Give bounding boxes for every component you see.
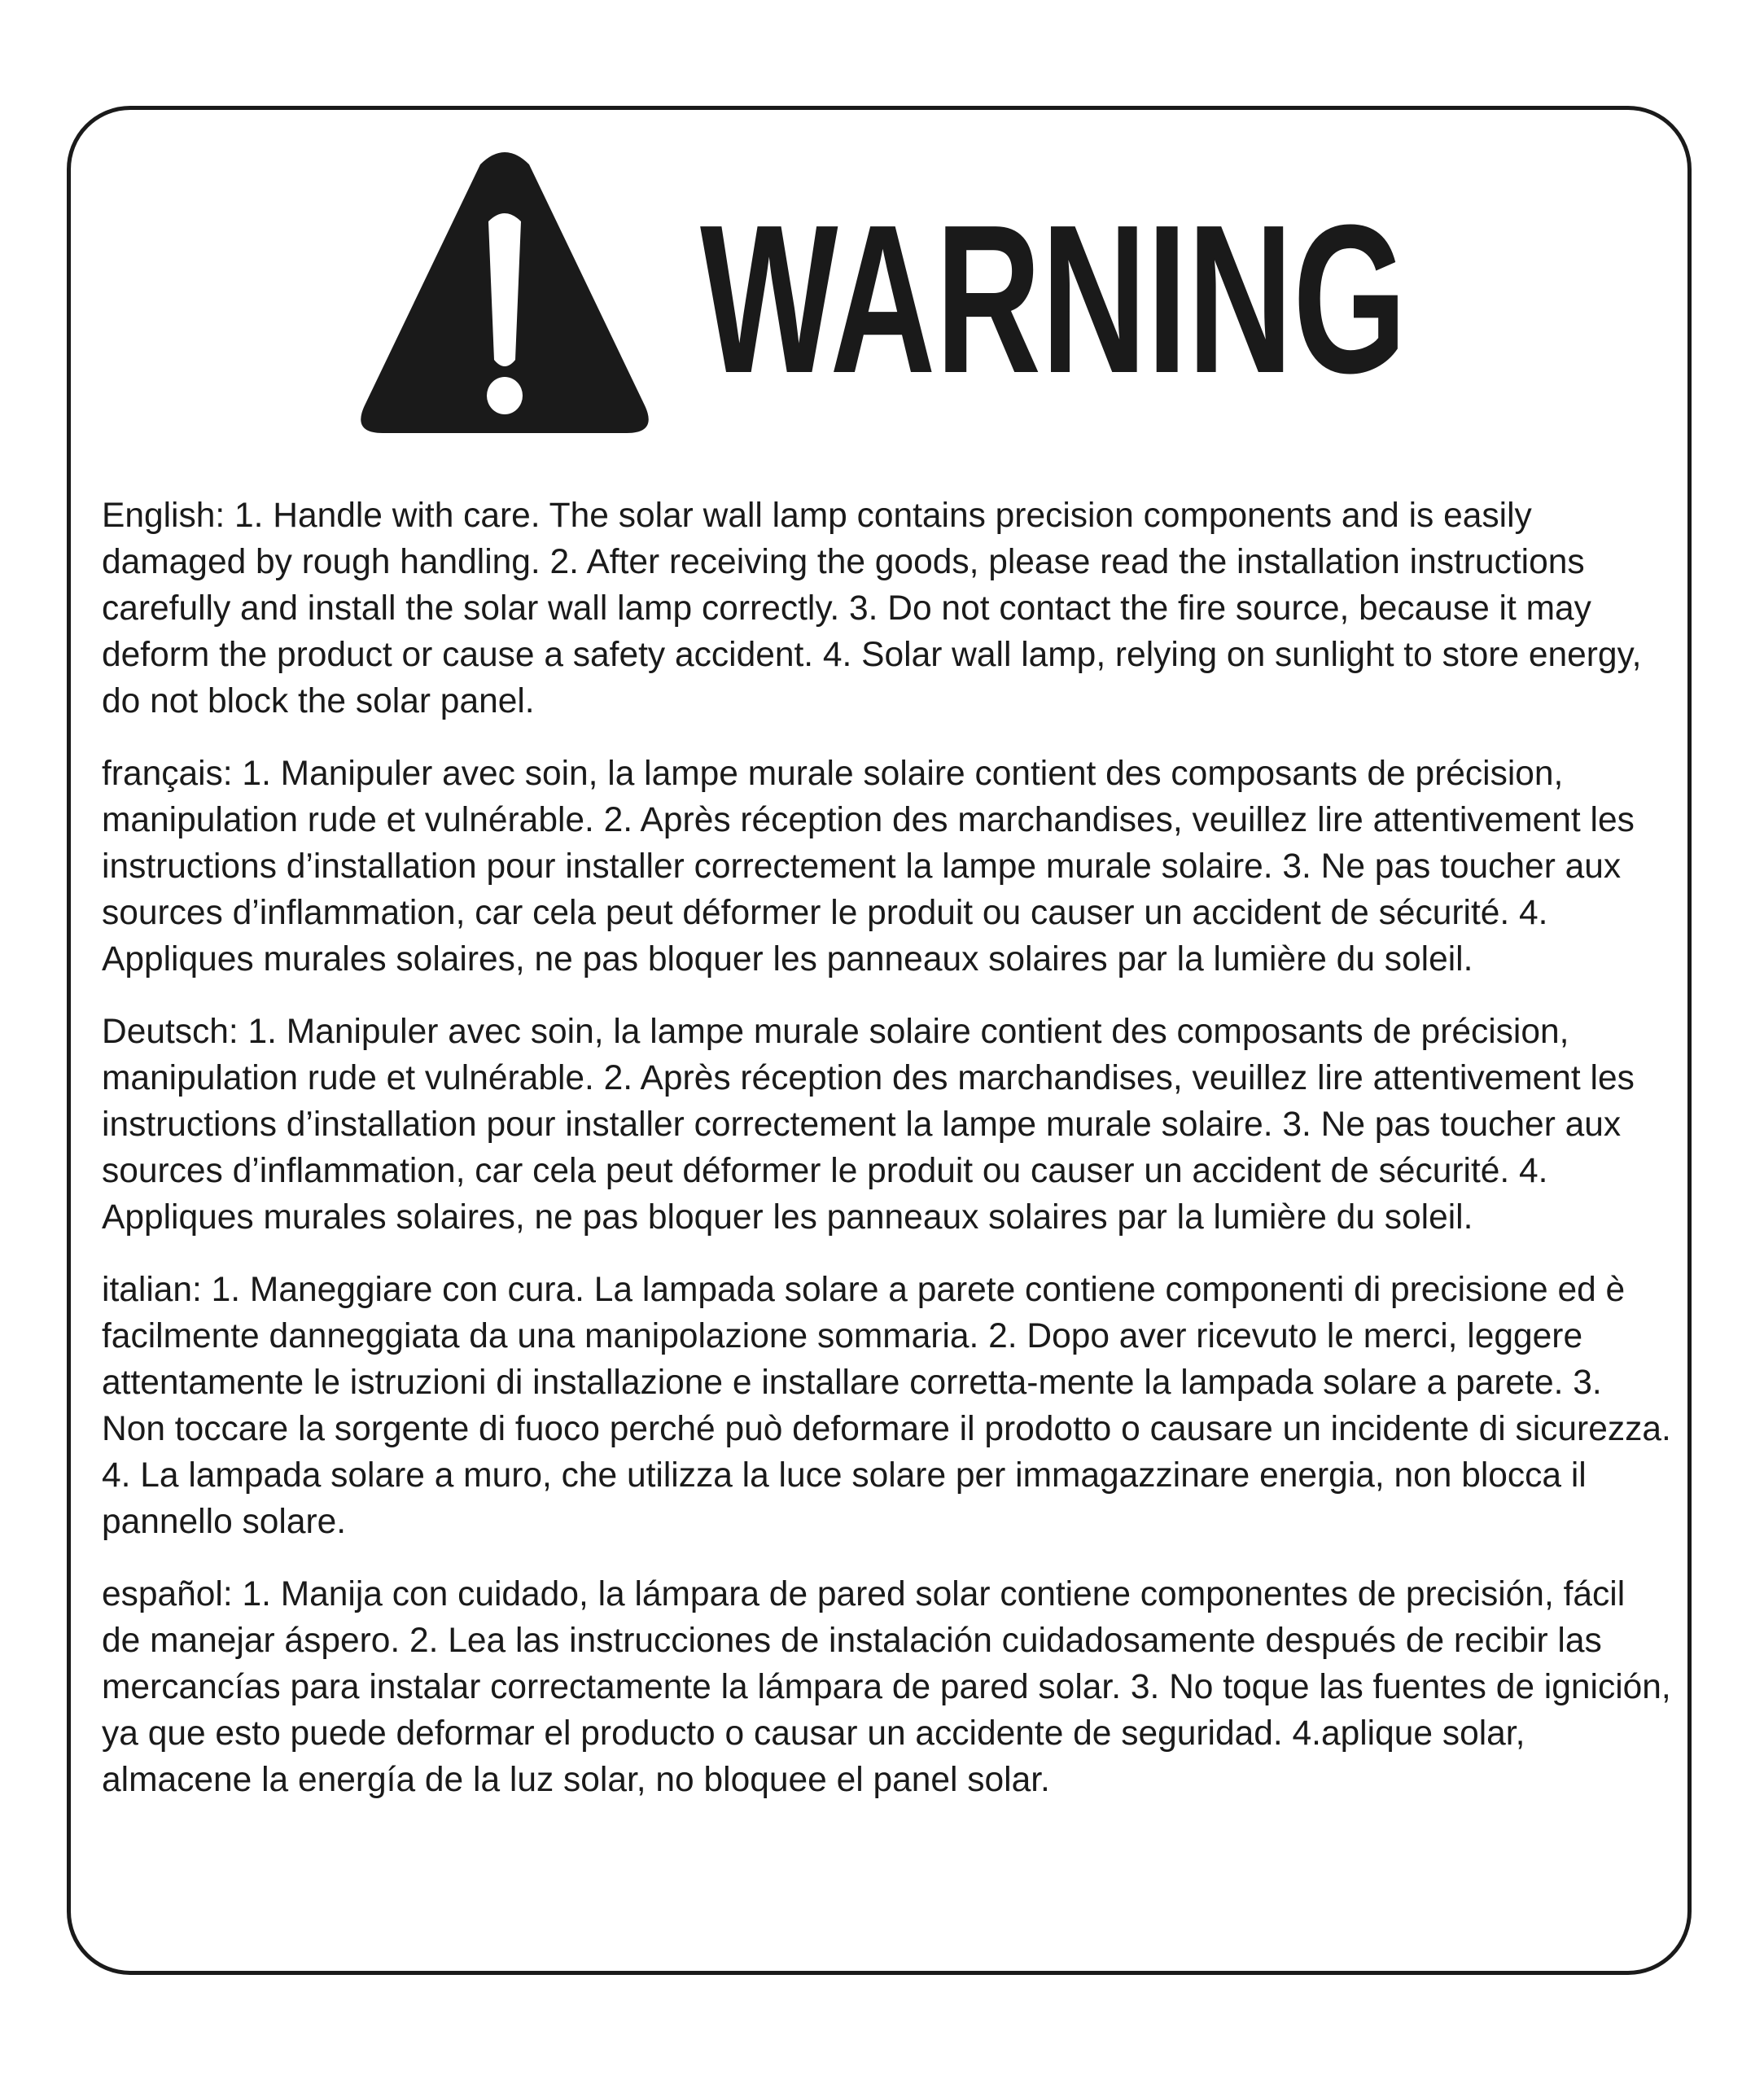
- instructions-english: English: 1. Handle with care. The solar wall lamp contains precision components and is easily damaged by rough handling. 2. After receiving the goods, please read the installation instructions carefully and install the solar wall lamp correctly. 3. Do not contact the fire source, because it may deform the product or cause a safety accident. 4. Solar wall lamp, relying on sunlight to store energy, do not block the solar panel.: [102, 497, 1642, 720]
- instructions-spanish: español: 1. Manija con cuidado, la lámpara de pared solar contiene componentes de precisión, fácil de manejar áspero. 2. Lea las instrucciones de instalación cuidadosamente después de recibir las mercancías para instalar correctamente la lámpara de pared solar. 3. No toque las fuentes de ignición, ya que esto puede deformar el producto o causar un accidente de seguridad. 4.aplique solar, almacene la energía de la luz solar, no bloquee el panel solar.: [102, 1575, 1671, 1799]
- warning-title: [700, 182, 1408, 418]
- instructions-french: français: 1. Manipuler avec soin, la lampe murale solaire contient des composants de précision, manipulation rude et vulnérable. 2. Après réception des marchandises, veuillez lire attentivement les instructions d’installation pour installer correctement la lampe murale solaire. 3. Ne pas toucher aux sources d’inflammation, car cela peut déformer le produit ou causer un accident de sécurité. 4. Appliques murales solaires, ne pas bloquer les panneaux solaires par la lumière du soleil.: [102, 755, 1635, 979]
- warning-header: [358, 147, 1416, 448]
- multilingual-instructions: [102, 493, 1673, 1829]
- warning-triangle-icon: [358, 147, 651, 448]
- warning-title-text: WARNING: [700, 182, 1407, 418]
- instructions-italian: italian: 1. Maneggiare con cura. La lampada solare a parete contiene componenti di precisione ed è facilmente danneggiata da una manipolazione sommaria. 2. Dopo aver ricevuto le merci, leggere attentamente le istruzioni di installazione e installare corretta-mente la lampada solare a parete. 3. Non toccare la sorgente di fuoco perché può deformare il prodotto o causare un incidente di sicurezza. 4. La lampada solare a muro, che utilizza la luce solare per immagazzinare energia, non blocca il pannello solare.: [102, 1271, 1671, 1541]
- instructions-german: Deutsch: 1. Manipuler avec soin, la lampe murale solaire contient des composants de précision, manipulation rude et vulnérable. 2. Après réception des marchandises, veuillez lire attentivement les instructions d’installation pour installer correctement la lampe murale solaire. 3. Ne pas toucher aux sources d’inflammation, car cela peut déformer le produit ou causer un accident de sécurité. 4. Appliques murales solaires, ne pas bloquer les panneaux solaires par la lumière du soleil.: [102, 1013, 1635, 1237]
